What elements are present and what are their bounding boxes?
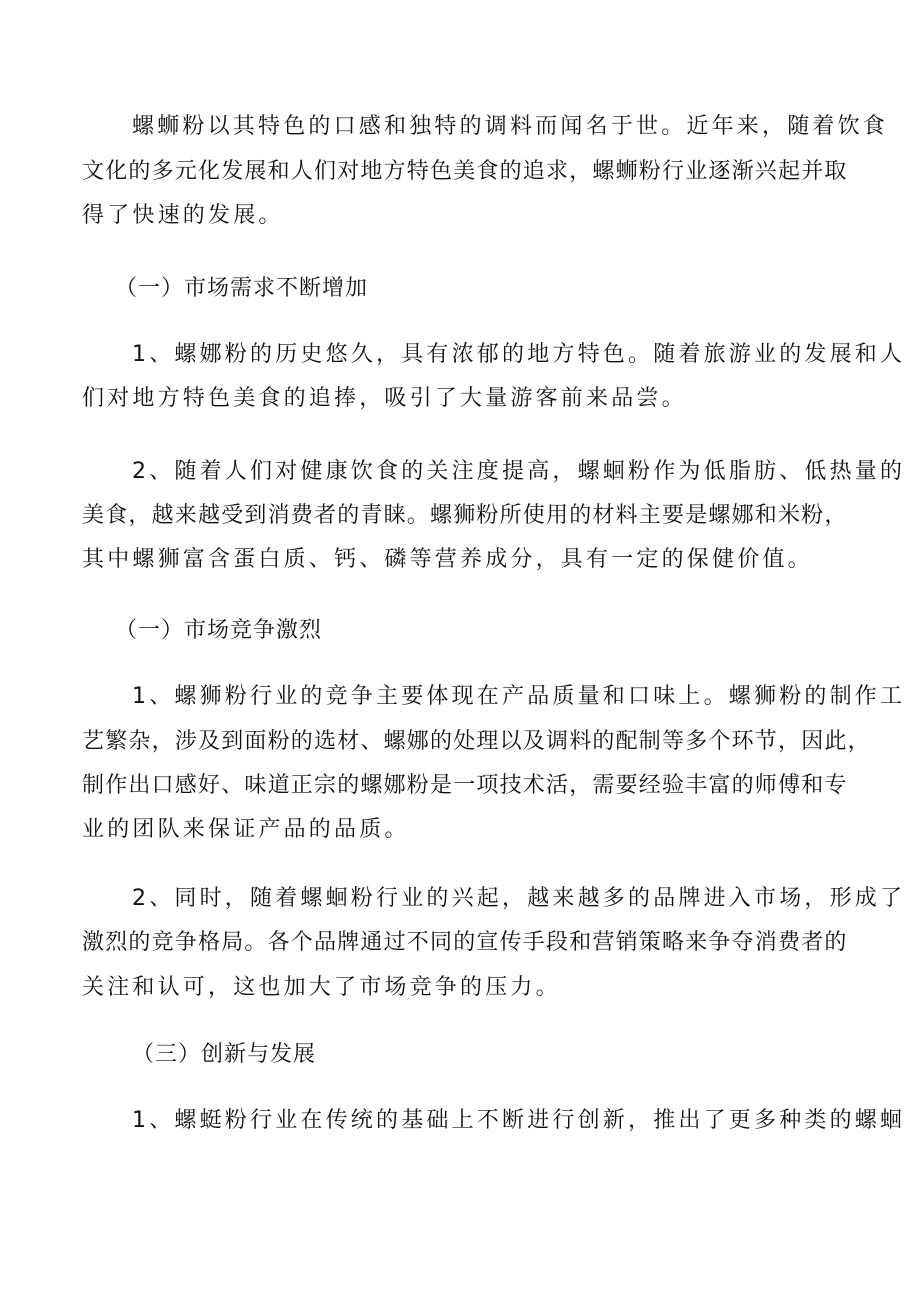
intro-line-1: 螺蛳粉以其特色的口感和独特的调料而闻名于世。近年来，随着饮食 (132, 114, 889, 139)
section2-item1-line-3: 制作出口感好、味道正宗的螺娜粉是一项技术活，需要经验丰富的师傅和专 (82, 773, 848, 798)
intro-line-2: 文化的多元化发展和人们对地方特色美食的追求，螺蛳粉行业逐渐兴起并取 (82, 159, 848, 184)
section2-item1-line-4: 业的团队来保证产品的品质。 (82, 817, 410, 842)
section3-heading: （三）创新与发展 (132, 1042, 317, 1067)
section2-item1-line-1: 1、螺狮粉行业的竞争主要体现在产品质量和口味上。螺狮粉的制作工 (132, 684, 906, 709)
section2-item2-line-3: 关注和认可，这也加大了市场竞争的压力。 (82, 975, 561, 1000)
section2-heading: （一）市场竞争激烈 (115, 618, 323, 643)
section2-item1-line-2: 艺繁杂，涉及到面粉的选材、螺娜的处理以及调料的配制等多个环节，因此， (82, 729, 871, 754)
section3-item1-line-1: 1、螺蜓粉行业在传统的基础上不断进行创新，推出了更多种类的螺蛔 (132, 1108, 906, 1133)
section1-item1-line-2: 们对地方特色美食的追捧，吸引了大量游客前来品尝。 (82, 386, 687, 411)
section1-item2-line-3: 其中螺狮富含蛋白质、钙、磷等营养成分，具有一定的保健价值。 (82, 547, 813, 572)
section2-item2-line-1: 2、同时，随着螺蛔粉行业的兴起，越来越多的品牌进入市场，形成了 (132, 886, 906, 911)
intro-line-3: 得了快速的发展。 (82, 203, 284, 228)
section1-heading: （一）市场需求不断增加 (115, 276, 369, 301)
section1-item2-line-1: 2、随着人们对健康饮食的关注度提高，螺蛔粉作为低脂肪、低热量的 (132, 459, 906, 484)
section2-item2-line-2: 激烈的竞争格局。各个品牌通过不同的宣传手段和营销策略来争夺消费者的 (82, 930, 848, 955)
section1-item2-line-2: 美食，越来越受到消费者的青睐。螺狮粉所使用的材料主要是螺娜和米粉， (82, 503, 848, 528)
section1-item1-line-1: 1、螺娜粉的历史悠久，具有浓郁的地方特色。随着旅游业的发展和人 (132, 342, 906, 367)
